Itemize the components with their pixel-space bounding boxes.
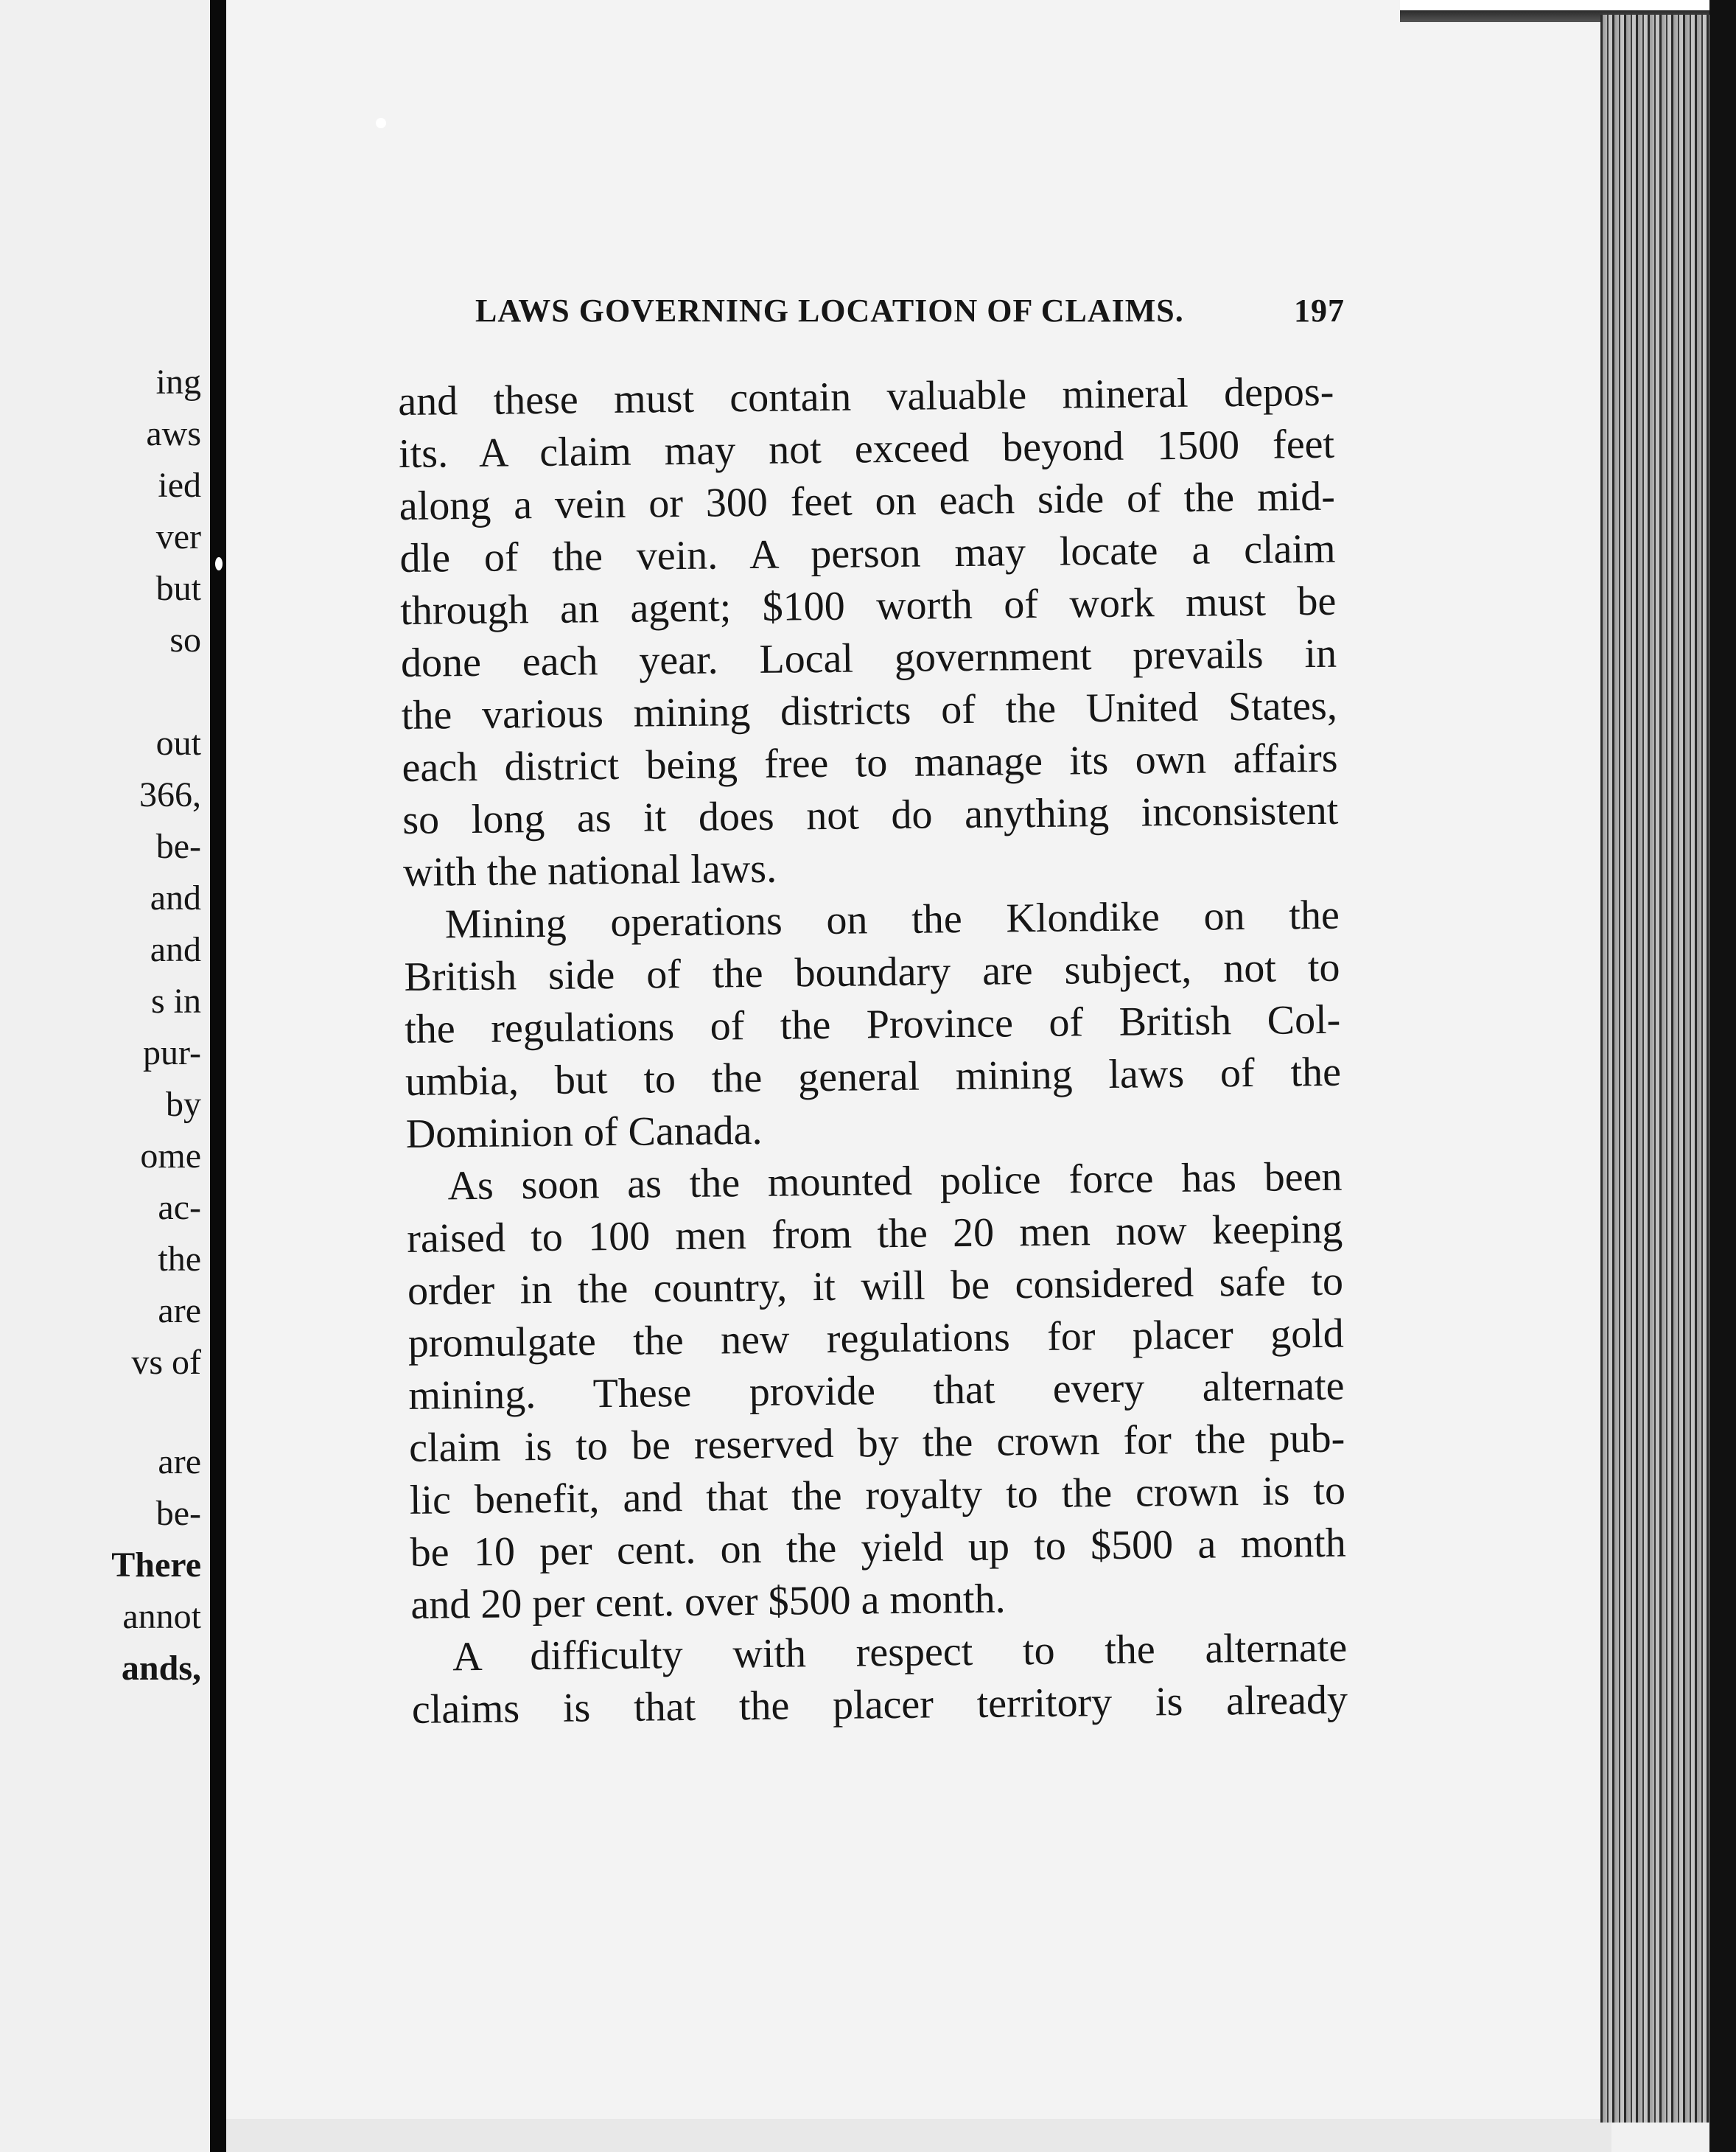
text-line: so long as it does not do anything inconsistent <box>402 787 1339 843</box>
left-fragment: by <box>166 1085 201 1124</box>
text-line: dle of the vein. A person may locate a claim <box>399 525 1336 581</box>
left-fragment: annot <box>122 1597 201 1636</box>
text-line: and these must contain valuable mineral depos- <box>398 368 1334 425</box>
text-line: mining. These provide that every alternate <box>408 1363 1345 1419</box>
text-line: claims is that the placer territory is already <box>411 1677 1348 1733</box>
text-line: promulgate the new regulations for placer gold <box>407 1310 1345 1366</box>
left-fragment: ands, <box>121 1649 201 1688</box>
left-fragment: and <box>150 878 201 918</box>
left-fragment: be- <box>155 1494 201 1533</box>
left-fragment: are <box>158 1291 201 1330</box>
left-fragment: aws <box>146 414 201 453</box>
left-fragment: but <box>155 569 201 608</box>
text-line: its. A claim may not exceed beyond 1500 feet <box>398 421 1335 477</box>
left-fragment: ied <box>158 466 201 505</box>
text-line: and 20 per cent. over $500 a month. <box>410 1576 1006 1628</box>
page-number: 197 <box>1294 293 1345 329</box>
left-fragment: vs of <box>131 1343 201 1382</box>
text-line: done each year. Local government prevails in <box>400 630 1337 686</box>
text-line: through an agent; $100 worth of work must be <box>400 578 1337 634</box>
text-line: claim is to be reserved by the crown for the pub- <box>408 1415 1345 1471</box>
left-fragment: s in <box>150 982 201 1021</box>
left-fragment: ome <box>140 1136 201 1175</box>
text-line: be 10 per cent. on the yield up to $500 a month <box>410 1520 1346 1576</box>
left-fragment: ac- <box>158 1188 201 1227</box>
text-line: order in the country, it will be considered safe to <box>407 1258 1344 1314</box>
text-line: along a vein or 300 feet on each side of the mid- <box>399 473 1336 529</box>
page-bottom-edge <box>226 2119 1611 2152</box>
left-fragment: ing <box>155 363 201 402</box>
left-fragment: the <box>158 1240 201 1279</box>
left-fragment: There <box>111 1545 201 1585</box>
text-line: each district being free to manage its own affairs <box>402 735 1338 791</box>
binding-gutter <box>210 0 226 2152</box>
text-line: Dominion of Canada. <box>405 1107 763 1157</box>
book-cover-edge <box>1709 0 1736 2152</box>
left-fragment: so <box>169 621 201 660</box>
left-fragment: ver <box>155 517 201 556</box>
text-line: the various mining districts of the United States, <box>401 682 1338 738</box>
text-line: As soon as the mounted police force has been <box>447 1153 1343 1209</box>
left-fragment: 366, <box>139 775 201 814</box>
paper-speck <box>215 557 223 570</box>
text-line: with the national laws. <box>402 845 777 895</box>
left-fragment: are <box>158 1442 201 1481</box>
text-line: Mining operations on the Klondike on the <box>444 892 1340 948</box>
text-line: raised to 100 men from the 20 men now keeping <box>406 1206 1343 1262</box>
text-line: lic benefit, and that the royalty to the crown is to <box>409 1467 1346 1523</box>
running-head <box>475 292 1345 343</box>
left-fragment: and <box>150 930 201 969</box>
running-head-title: LAWS GOVERNING LOCATION OF CLAIMS. <box>475 293 1184 329</box>
left-fragment: out <box>155 724 201 763</box>
text-line: umbia, but to the general mining laws of the <box>405 1049 1342 1105</box>
text-line: the regulations of the Province of British Col- <box>404 996 1341 1052</box>
paper-speck <box>376 118 386 128</box>
left-fragment: pur- <box>142 1033 201 1072</box>
body-text <box>398 366 1348 1736</box>
text-line: British side of the boundary are subject, not to <box>404 944 1340 1000</box>
left-fragment: be- <box>155 827 201 866</box>
left-facing-page <box>0 0 210 2152</box>
text-line: A difficulty with respect to the alternate <box>452 1624 1348 1680</box>
